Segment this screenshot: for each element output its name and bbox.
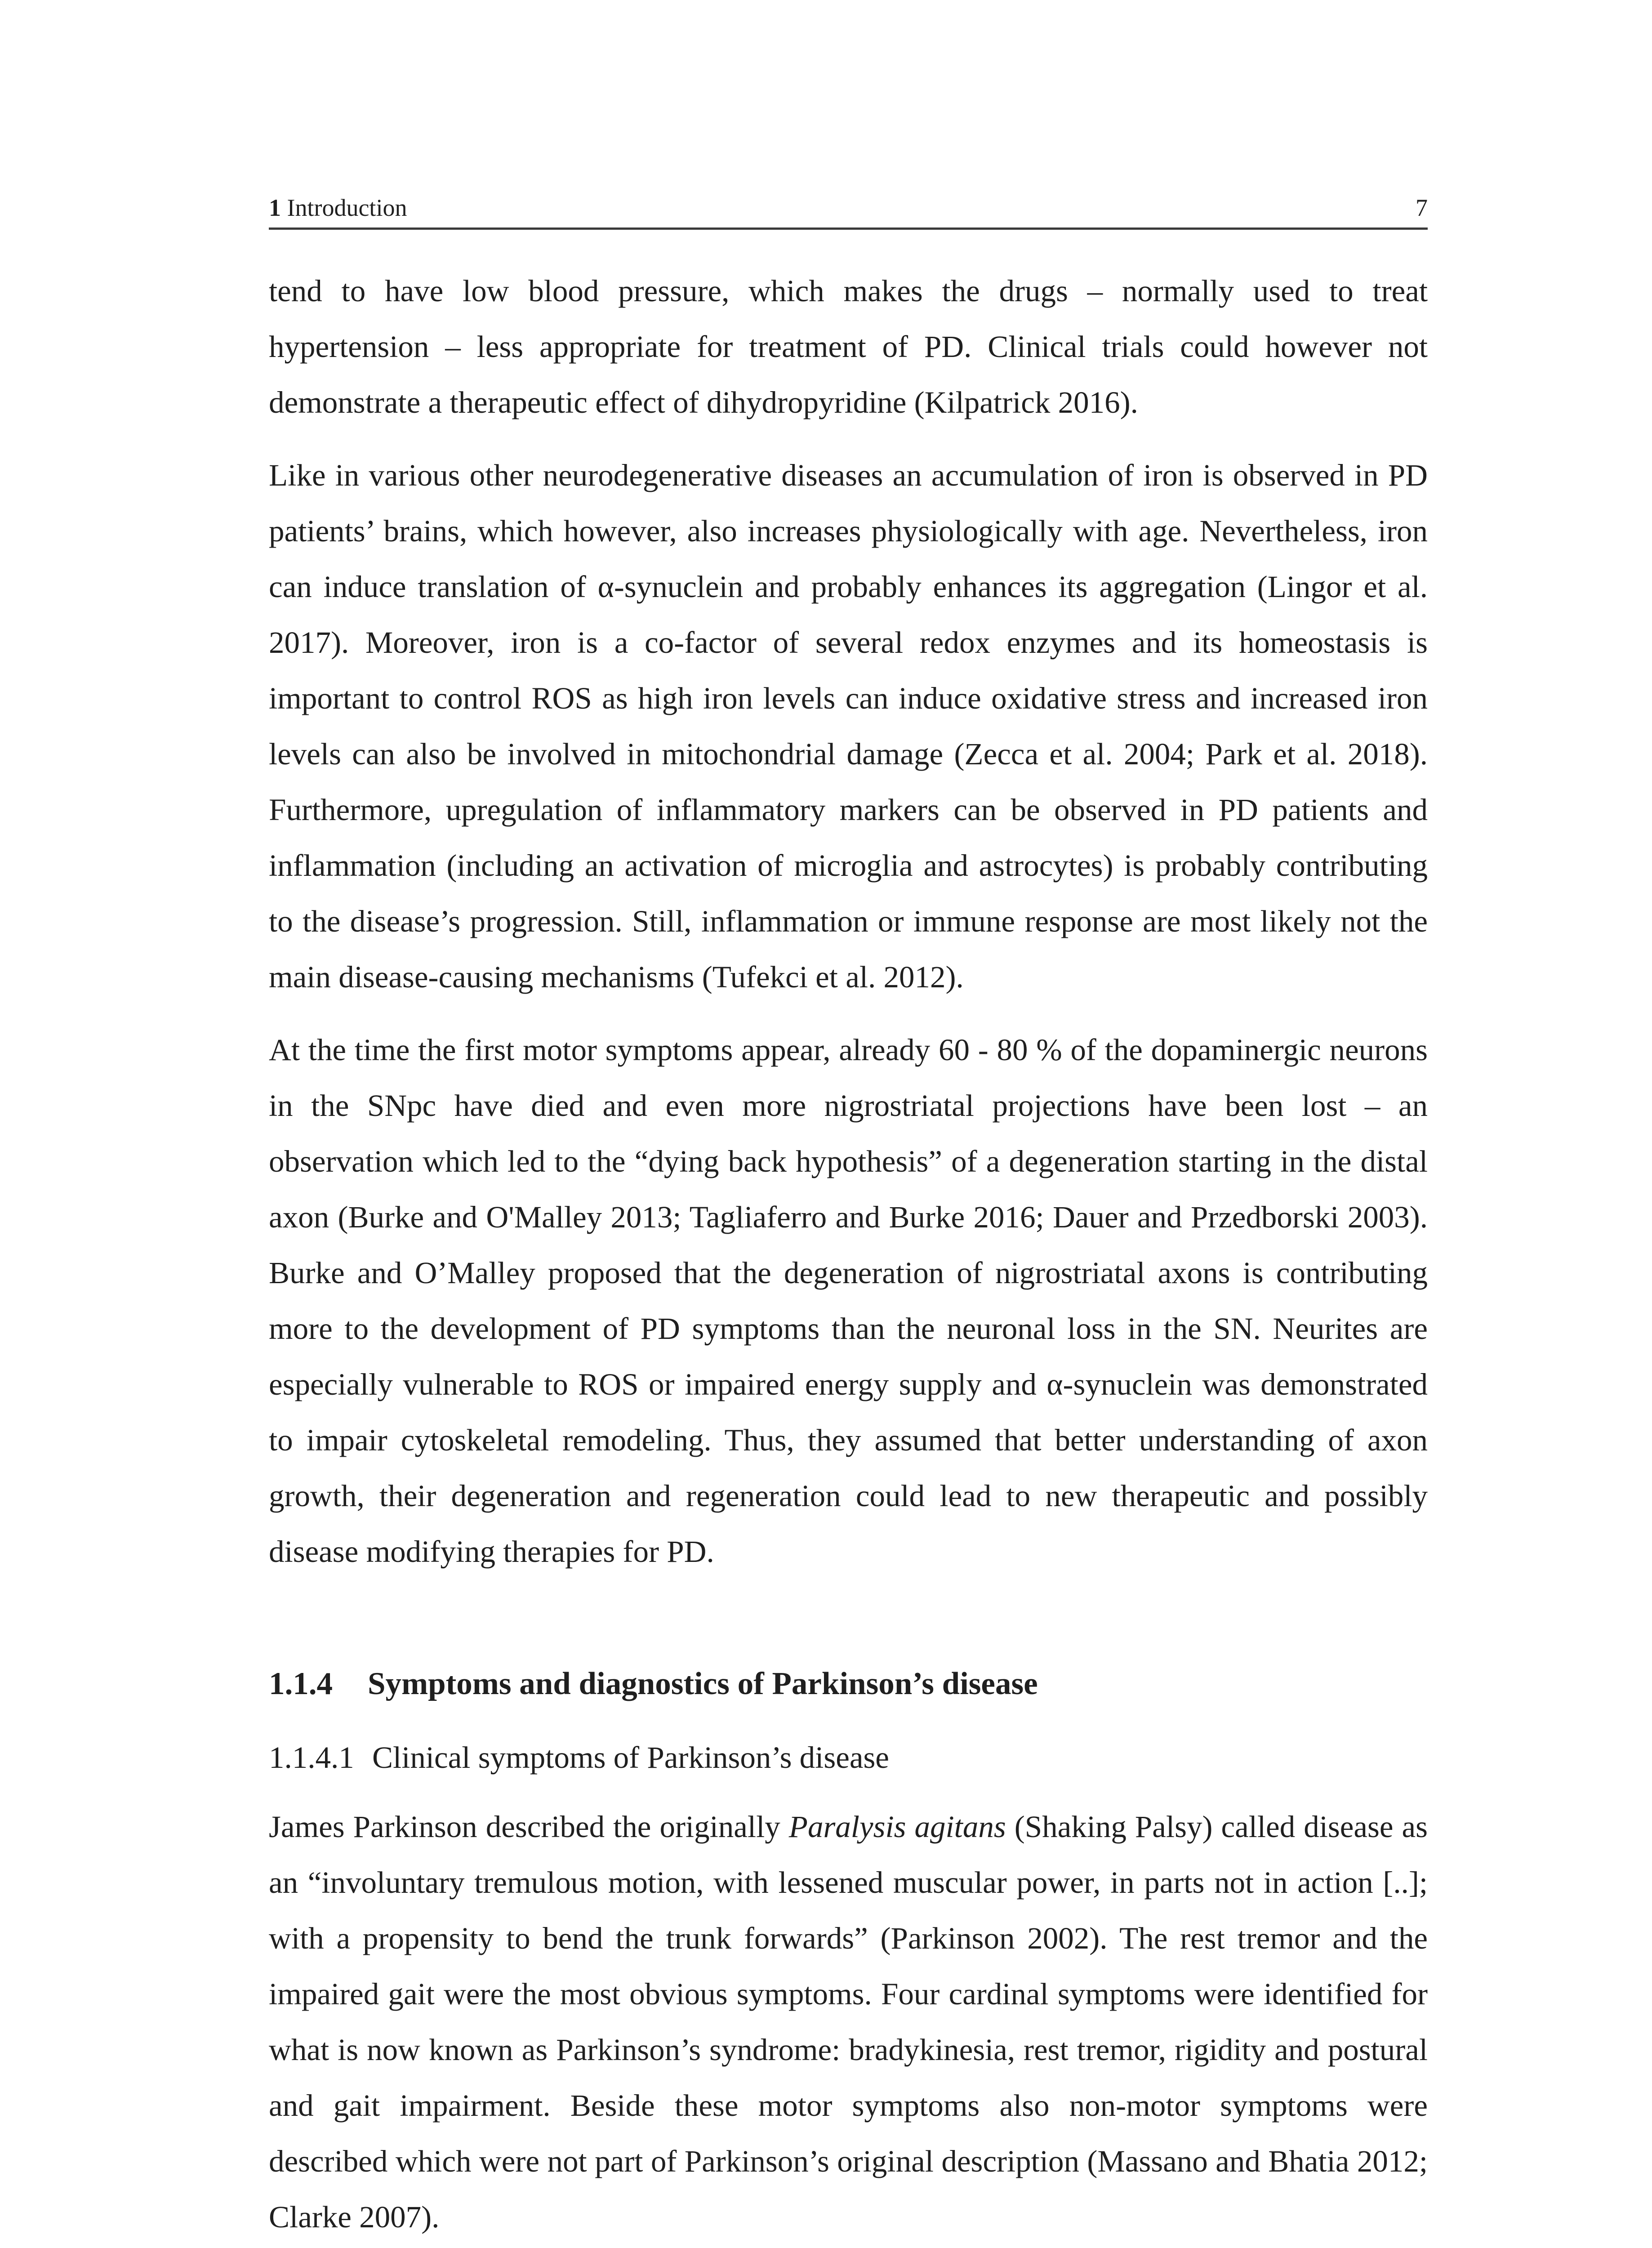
paragraph-dying-back: At the time the first motor symptoms appear, already 60 - 80 % of the dopaminergic neurons in the SNpc have died and even more nigrostriatal projections have been lost – an observation which led to the “dying back hypothesis” of a degeneration starting in the distal axon (Burke and O'Malley 2013; Tagliaferro and Burke 2016; Dauer and Przedborski 2003). Burke and O’Malley proposed that the degeneration of nigrostriatal axons is contributing more to the development of PD symptoms than the neuronal loss in the SN. Neurites are especially vulnerable to ROS or impaired energy supply and α-synuclein was demonstrated to impair cytoskeletal remodeling. Thus, they assumed that better understanding of axon growth, their degeneration and regeneration could lead to new therapeutic and possibly disease modifying therapies for PD.: [269, 1033, 1428, 1569]
running-header: [269, 188, 1428, 230]
page-body: [269, 263, 1428, 2248]
section-number: 1.1.4: [269, 1666, 333, 1701]
header-chapter-number: 1: [269, 194, 281, 221]
paragraph-iron-accumulation: Like in various other neurodegenerative diseases an accumulation of iron is observed in PD patients’ brains, which however, also increases physiologically with age. Nevertheless, iron can induce translation of α-synuclein and probably enhances its aggregation (Lingor et al. 2017). Moreover, iron is a co-factor of several redox enzymes and its homeostasis is important to control ROS as high iron levels can induce oxidative stress and increased iron levels can also be involved in mitochondrial damage (Zecca et al. 2004; Park et al. 2018). Furthermore, upregulation of inflammatory markers can be observed in PD patients and inflammation (including an activation of microglia and astrocytes) is probably contributing to the disease’s progression. Still, inflammation or immune response are most likely not the main disease-causing mechanisms (Tufekci et al. 2012).: [269, 458, 1428, 994]
section-title: Symptoms and diagnostics of Parkinson’s disease: [368, 1666, 1038, 1701]
subsection-heading: [269, 1730, 1428, 1785]
paragraph-continuation: tend to have low blood pressure, which makes the drugs – normally used to treat hypertension – less appropriate for treatment of PD. Clinical trials could however not demonstrate a therapeutic effect of dihydropyridine (Kilpatrick 2016).: [269, 274, 1428, 419]
subsection-title: Clinical symptoms of Parkinson’s disease: [372, 1740, 889, 1775]
latin-term: Paralysis agitans: [788, 1810, 1006, 1844]
paragraph-clinical-symptoms: [269, 1799, 1428, 2245]
subsection-number: 1.1.4.1: [269, 1740, 354, 1775]
section-heading: [269, 1656, 1428, 1712]
header-chapter: [269, 188, 407, 227]
header-chapter-title: Introduction: [287, 194, 407, 221]
final-paragraph-lead: James Parkinson described the originally: [269, 1810, 789, 1844]
page-number: 7: [1416, 194, 1428, 221]
final-paragraph-rest: (Shaking Palsy) called disease as an “involuntary tremulous motion, with lessened muscular power, in parts not in action [..]; with a propensity to bend the trunk forwards” (Parkinson 2002). The rest tremor and the impaired gait were the most obvious symptoms. Four cardinal symptoms were identified for what is now known as Parkinson’s syndrome: bradykinesia, rest tremor, rigidity and postural and gait impairment. Beside these motor symptoms also non-motor symptoms were described which were not part of Parkinson’s original description (Massano and Bhatia 2012; Clarke 2007).: [269, 1810, 1428, 2234]
